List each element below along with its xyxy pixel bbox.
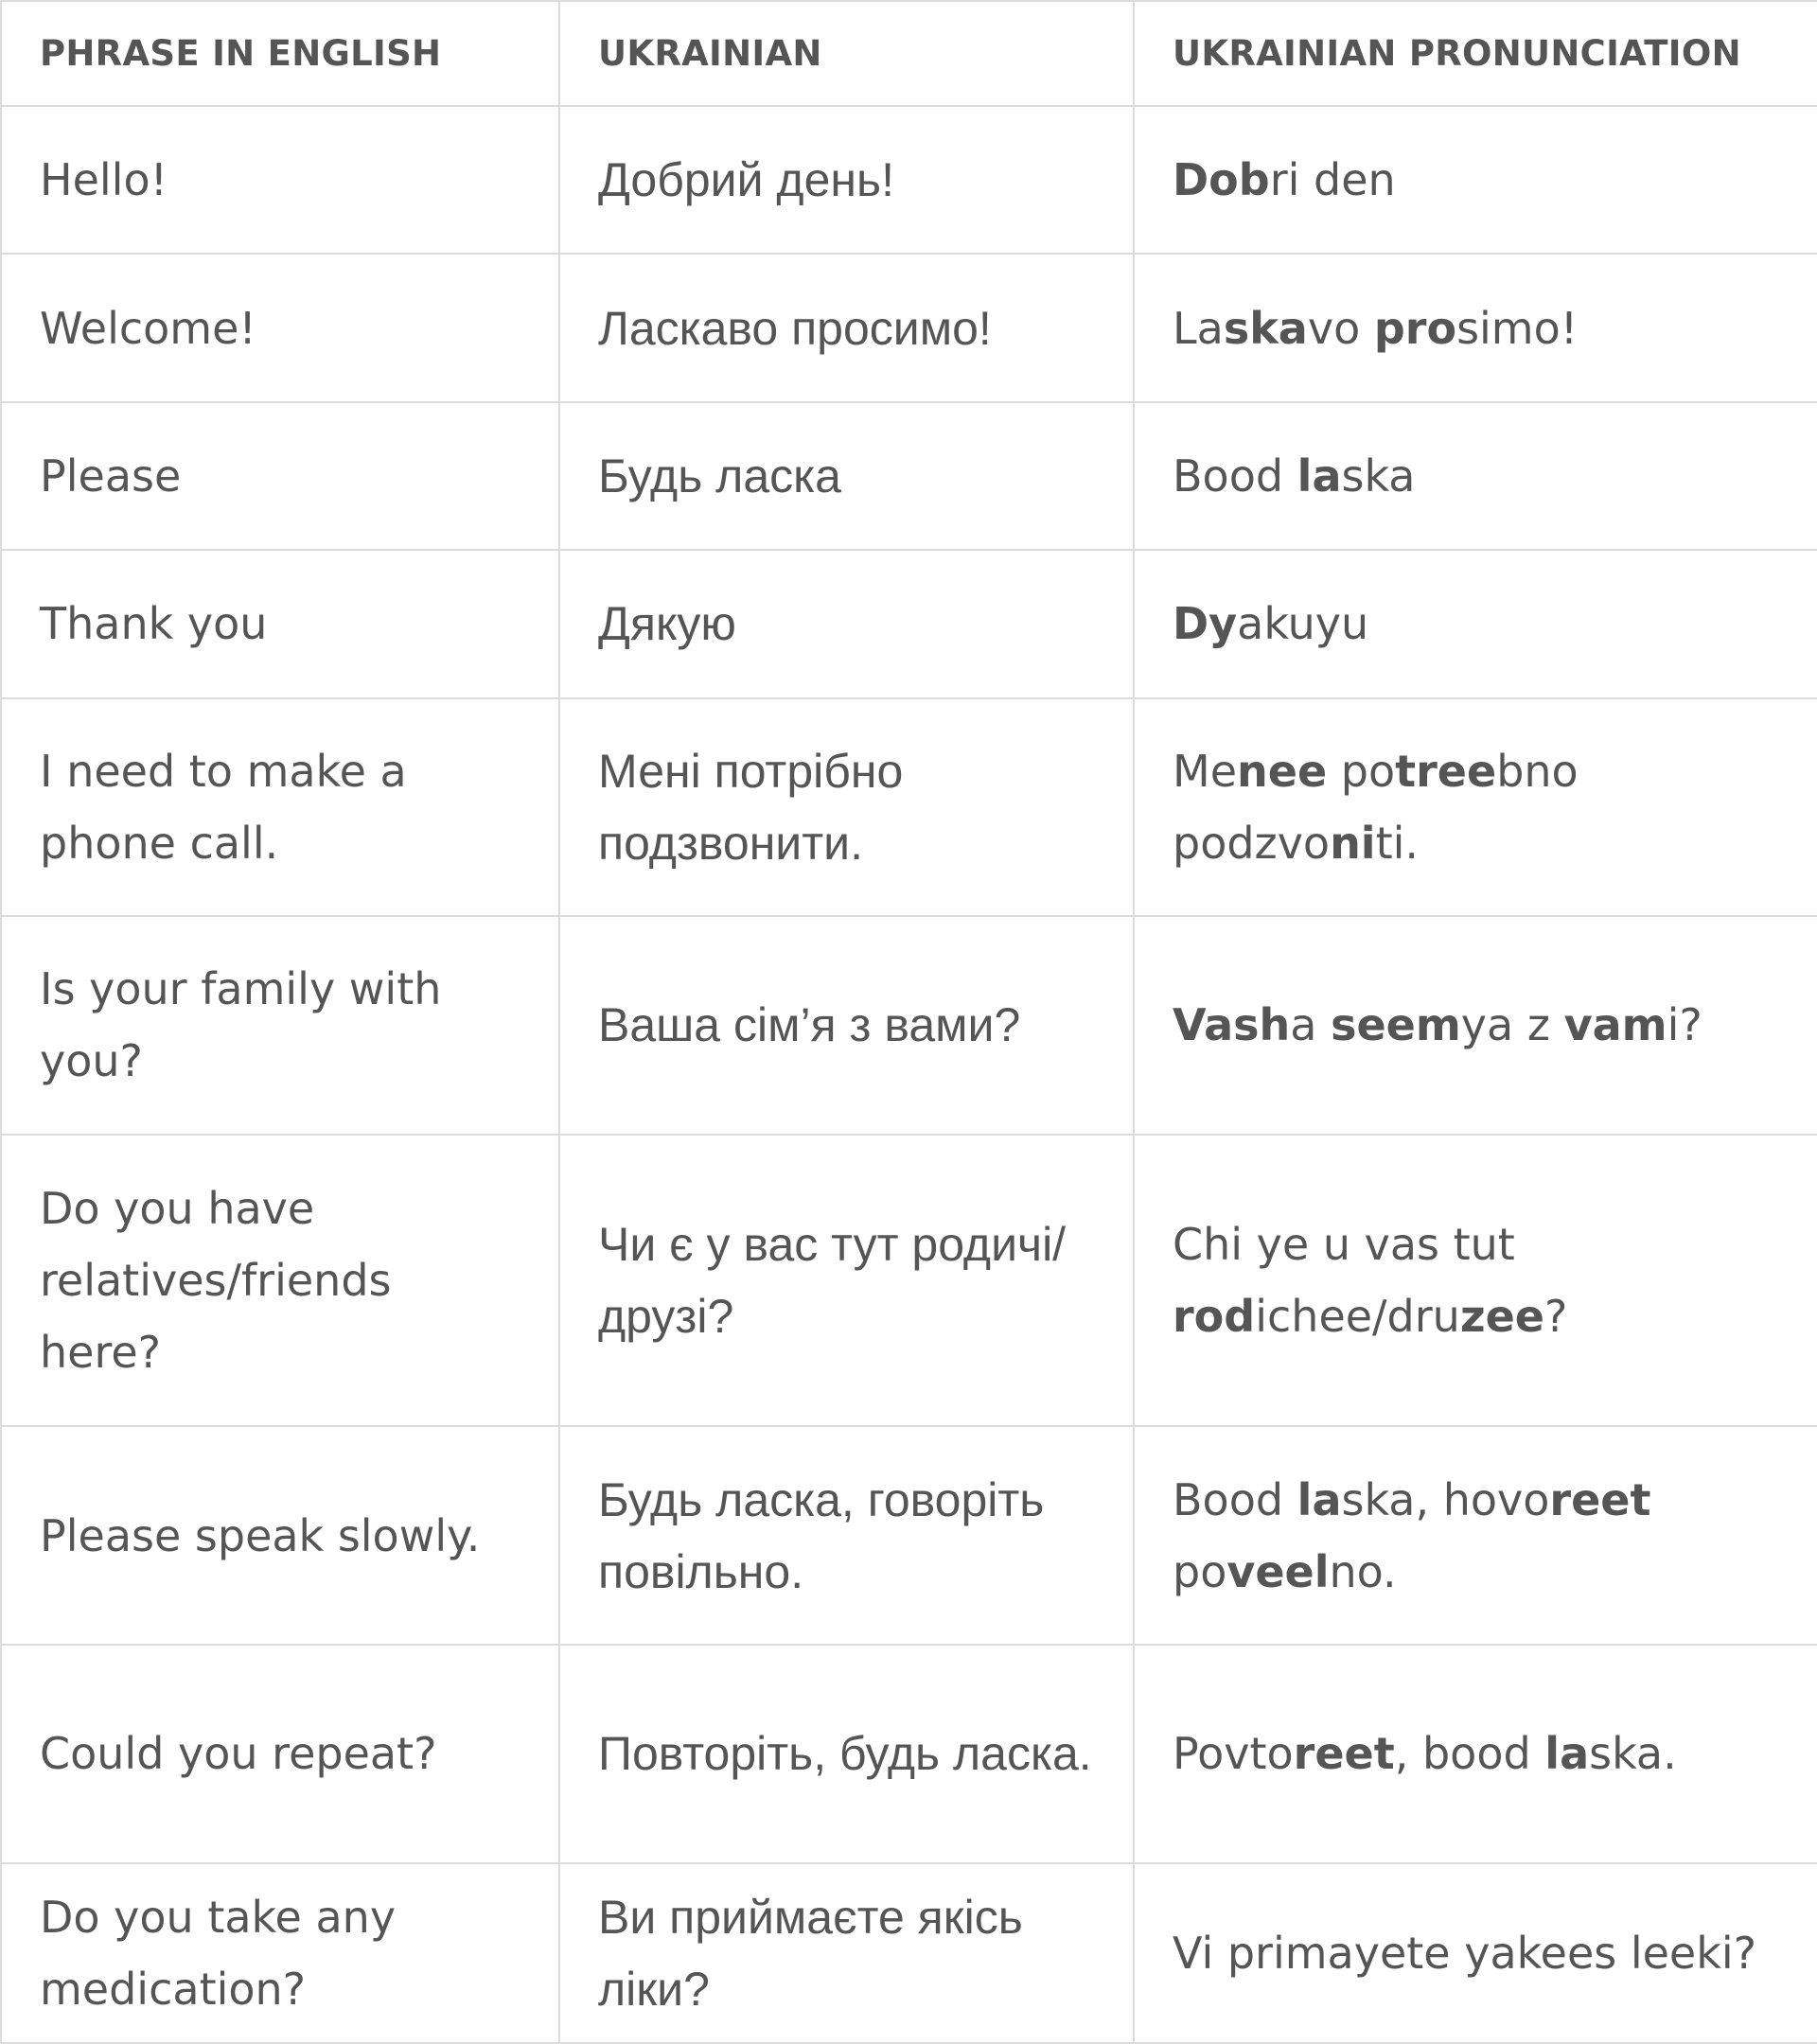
pronunciation [1134, 402, 1817, 550]
syllable-text: Povto [1173, 1728, 1294, 1780]
syllable-text: ichee/dru [1255, 1291, 1460, 1342]
table-row [1, 402, 1817, 550]
ukrainian-phrase: Ваша сім’я з вами? [559, 916, 1134, 1135]
syllable-text: vo [1307, 302, 1374, 354]
english-phrase: Please speak slowly. [1, 1426, 559, 1645]
ukrainian-phrase: Чи є у вас тут родичі/друзі? [559, 1135, 1134, 1427]
ukrainian-phrase: Ласкаво просимо! [559, 254, 1134, 401]
ukrainian-phrase: Повторіть, будь ласка. [559, 1645, 1134, 1863]
ukrainian-phrase: Добрий день! [559, 106, 1134, 254]
english-phrase: Do you have relatives/friends here? [1, 1135, 559, 1427]
pronunciation [1134, 1426, 1817, 1645]
english-phrase: Thank you [1, 550, 559, 697]
pronunciation [1134, 550, 1817, 697]
stressed-syllable: seem [1331, 999, 1461, 1051]
ukrainian-phrase: Мені потрібно подзвонити. [559, 698, 1134, 917]
syllable-text: bno podzvo [1173, 745, 1579, 869]
pronunciation [1134, 916, 1817, 1135]
syllable-text: Bood [1173, 449, 1297, 502]
pronunciation [1134, 698, 1817, 917]
pronunciation [1134, 1135, 1817, 1427]
header-ukrainian: UKRAINIAN [559, 1, 1134, 106]
stressed-syllable: pro [1373, 302, 1457, 354]
table-row [1, 698, 1817, 917]
english-phrase: Could you repeat? [1, 1645, 559, 1863]
stressed-syllable: veel [1226, 1545, 1330, 1597]
syllable-text: Vi primayete yakees leeki? [1173, 1927, 1757, 1979]
english-phrase: Please [1, 402, 559, 550]
ukrainian-phrase: Будь ласка [559, 402, 1134, 550]
stressed-syllable: Vash [1173, 999, 1291, 1051]
syllable-text: a [1290, 999, 1332, 1051]
table-row [1, 550, 1817, 697]
syllable-text: , bood [1394, 1728, 1545, 1780]
table-row [1, 254, 1817, 401]
stressed-syllable: vam [1563, 999, 1667, 1051]
pronunciation [1134, 106, 1817, 254]
phrase-rows [1, 106, 1817, 2043]
syllable-text: ya z [1460, 999, 1564, 1051]
table-row [1, 1645, 1817, 1863]
syllable-text: ? [1544, 1291, 1568, 1342]
syllable-text: La [1173, 302, 1224, 354]
ukrainian-phrase: Будь ласка, говоріть повільно. [559, 1426, 1134, 1645]
syllable-text: ska [1341, 449, 1416, 502]
english-phrase: Welcome! [1, 254, 559, 401]
stressed-syllable: la [1297, 449, 1342, 502]
ukrainian-phrase: Ви приймаєте якісь ліки? [559, 1863, 1134, 2044]
syllable-text: i? [1667, 999, 1702, 1051]
pronunciation [1134, 254, 1817, 401]
stressed-syllable: Dob [1173, 154, 1270, 206]
table-row [1, 1135, 1817, 1427]
syllable-text: Chi ye u vas tut [1173, 1219, 1515, 1270]
table-row [1, 916, 1817, 1135]
syllable-text: po [1327, 745, 1396, 797]
syllable-text: po [1173, 1545, 1227, 1597]
english-phrase: Is your family with you? [1, 916, 559, 1135]
pronunciation [1134, 1645, 1817, 1863]
header-english: PHRASE IN ENGLISH [1, 1, 559, 106]
stressed-syllable: ska [1223, 302, 1308, 354]
stressed-syllable: reet [1549, 1473, 1651, 1525]
stressed-syllable: tree [1395, 745, 1497, 797]
stressed-syllable: rod [1173, 1291, 1256, 1342]
syllable-text: ska. [1589, 1728, 1677, 1780]
syllable-text: ti. [1375, 817, 1420, 869]
english-phrase: I need to make a phone call. [1, 698, 559, 917]
table-row [1, 1426, 1817, 1645]
english-phrase: Do you take any medication? [1, 1863, 559, 2044]
english-phrase: Hello! [1, 106, 559, 254]
syllable-text: no. [1329, 1545, 1397, 1597]
stressed-syllable: zee [1459, 1291, 1544, 1342]
stressed-syllable: la [1544, 1728, 1590, 1780]
syllable-text: simo! [1456, 302, 1579, 354]
stressed-syllable: la [1297, 1473, 1342, 1525]
syllable-text: akuyu [1237, 598, 1369, 650]
stressed-syllable: Dy [1173, 598, 1238, 650]
syllable-text: Me [1173, 745, 1237, 797]
syllable-text: Bood [1173, 1473, 1297, 1525]
stressed-syllable: nee [1237, 745, 1328, 797]
ukrainian-phrase: Дякую [559, 550, 1134, 697]
pronunciation [1134, 1863, 1817, 2044]
syllable-text: ri den [1269, 154, 1396, 206]
table-row [1, 106, 1817, 254]
stressed-syllable: reet [1293, 1728, 1395, 1780]
table-row [1, 1863, 1817, 2044]
header-row [1, 1, 1817, 106]
syllable-text: ska, hovo [1341, 1473, 1550, 1525]
stressed-syllable: ni [1330, 817, 1376, 869]
header-pronunciation: UKRAINIAN PRONUNCIATION [1134, 1, 1817, 106]
